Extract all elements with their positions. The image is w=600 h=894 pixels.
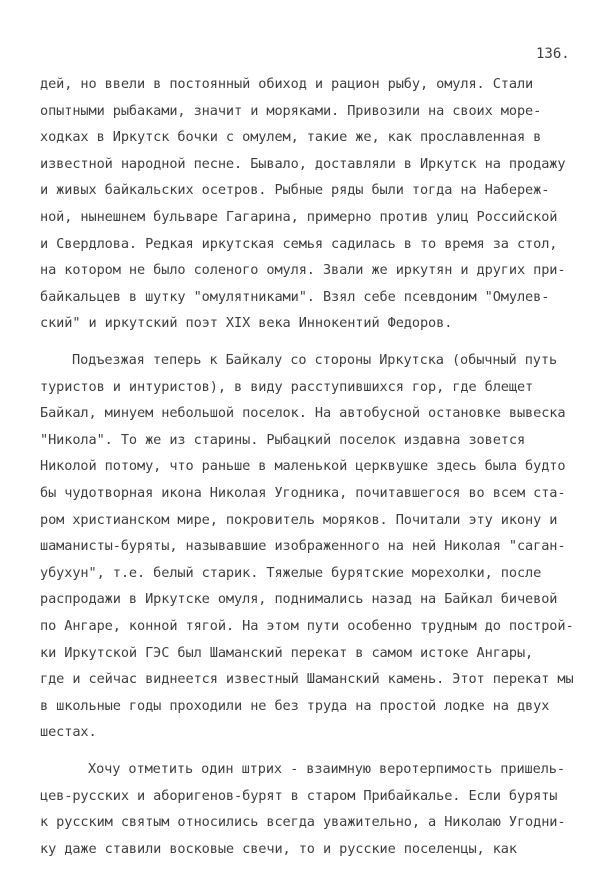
text-line: цев-русских и аборигенов-бурят в старом Прибайкалье. Если буряты: [40, 787, 558, 804]
text-line: шестах.: [40, 724, 97, 741]
text-line: известной народной песне. Бывало, доставляли в Иркутск на продажу: [40, 155, 566, 172]
text-line: "Никола". То же из старины. Рыбацкий поселок издавна зовется: [40, 431, 526, 448]
text-line: бы чудотворная икона Николая Угодника, почитавшегося во всем ста-: [40, 485, 566, 501]
text-line: байкальцев в шутку "омулятниками". Взял себе псевдоним "Омулев-: [40, 288, 550, 305]
text-line: и живых байкальских осетров. Рыбные ряды были тогда на Набереж-: [40, 182, 550, 199]
text-line: и Свердлова. Редкая иркутская семья садилась в то время за стол,: [40, 235, 558, 252]
text-line: убухун", т.е. белый старик. Тяжелые бурятские морехолки, после: [40, 564, 542, 581]
text-line: Николой потому, что раньше в маленькой церквушке здесь была будто: [40, 458, 566, 475]
text-line: к русским святым относились всегда уважительно, а Николаю Угодни-: [40, 814, 566, 831]
text-line: ром христианском мире, покровитель моряков. Почитали эту икону и: [40, 511, 558, 528]
text-line: шаманисты-буряты, называвшие изображенного на ней Николая "саган-: [40, 538, 566, 555]
page-number: 136.: [536, 46, 570, 62]
text-line: Хочу отметить один штрих - взаимную веротерпимость пришель-: [88, 761, 565, 777]
text-line: в школьные годы проходили не без труда на простой лодке на двух: [40, 697, 550, 714]
text-line: Подъезжая теперь к Байкалу со стороны Иркутска (обычный путь: [72, 352, 558, 368]
text-line: ходках в Иркутск бочки с омулем, такие же, как прославленная в: [40, 129, 542, 146]
text-line: где и сейчас виднеется известный Шаманский камень. Этот перекат мы: [40, 671, 574, 688]
text-line: Байкал, минуем небольшой поселок. На автобусной остановке вывеска: [40, 405, 566, 422]
text-line: распродажи в Иркутске омуля, поднимались назад на Байкал бичевой: [40, 591, 558, 608]
text-line: по Ангаре, конной тягой. На этом пути особенно трудным до построй-: [40, 618, 574, 634]
text-line: на котором не было соленого омуля. Звали же иркутян и других при-: [40, 262, 566, 279]
text-line: ки Иркутской ГЭС был Шаманский перекат в самом истоке Ангары,: [40, 644, 534, 661]
text-line: туристов и интуристов), в виду расступившихся гор, где блещет: [40, 378, 534, 395]
text-line: ку даже ставили восковые свечи, то и русские поселенцы, как: [40, 840, 517, 857]
text-line: ной, нынешнем бульваре Гагарина, примерно против улиц Российской: [40, 209, 558, 225]
text-line: ский" и иркутский поэт XIX века Иннокентий Федоров.: [40, 315, 453, 332]
text-line: опытными рыбаками, значит и моряками. Привозили на своих море-: [40, 102, 542, 119]
text-line: дей, но ввели в постоянный обиход и рацион рыбу, омуля. Стали: [40, 76, 534, 92]
